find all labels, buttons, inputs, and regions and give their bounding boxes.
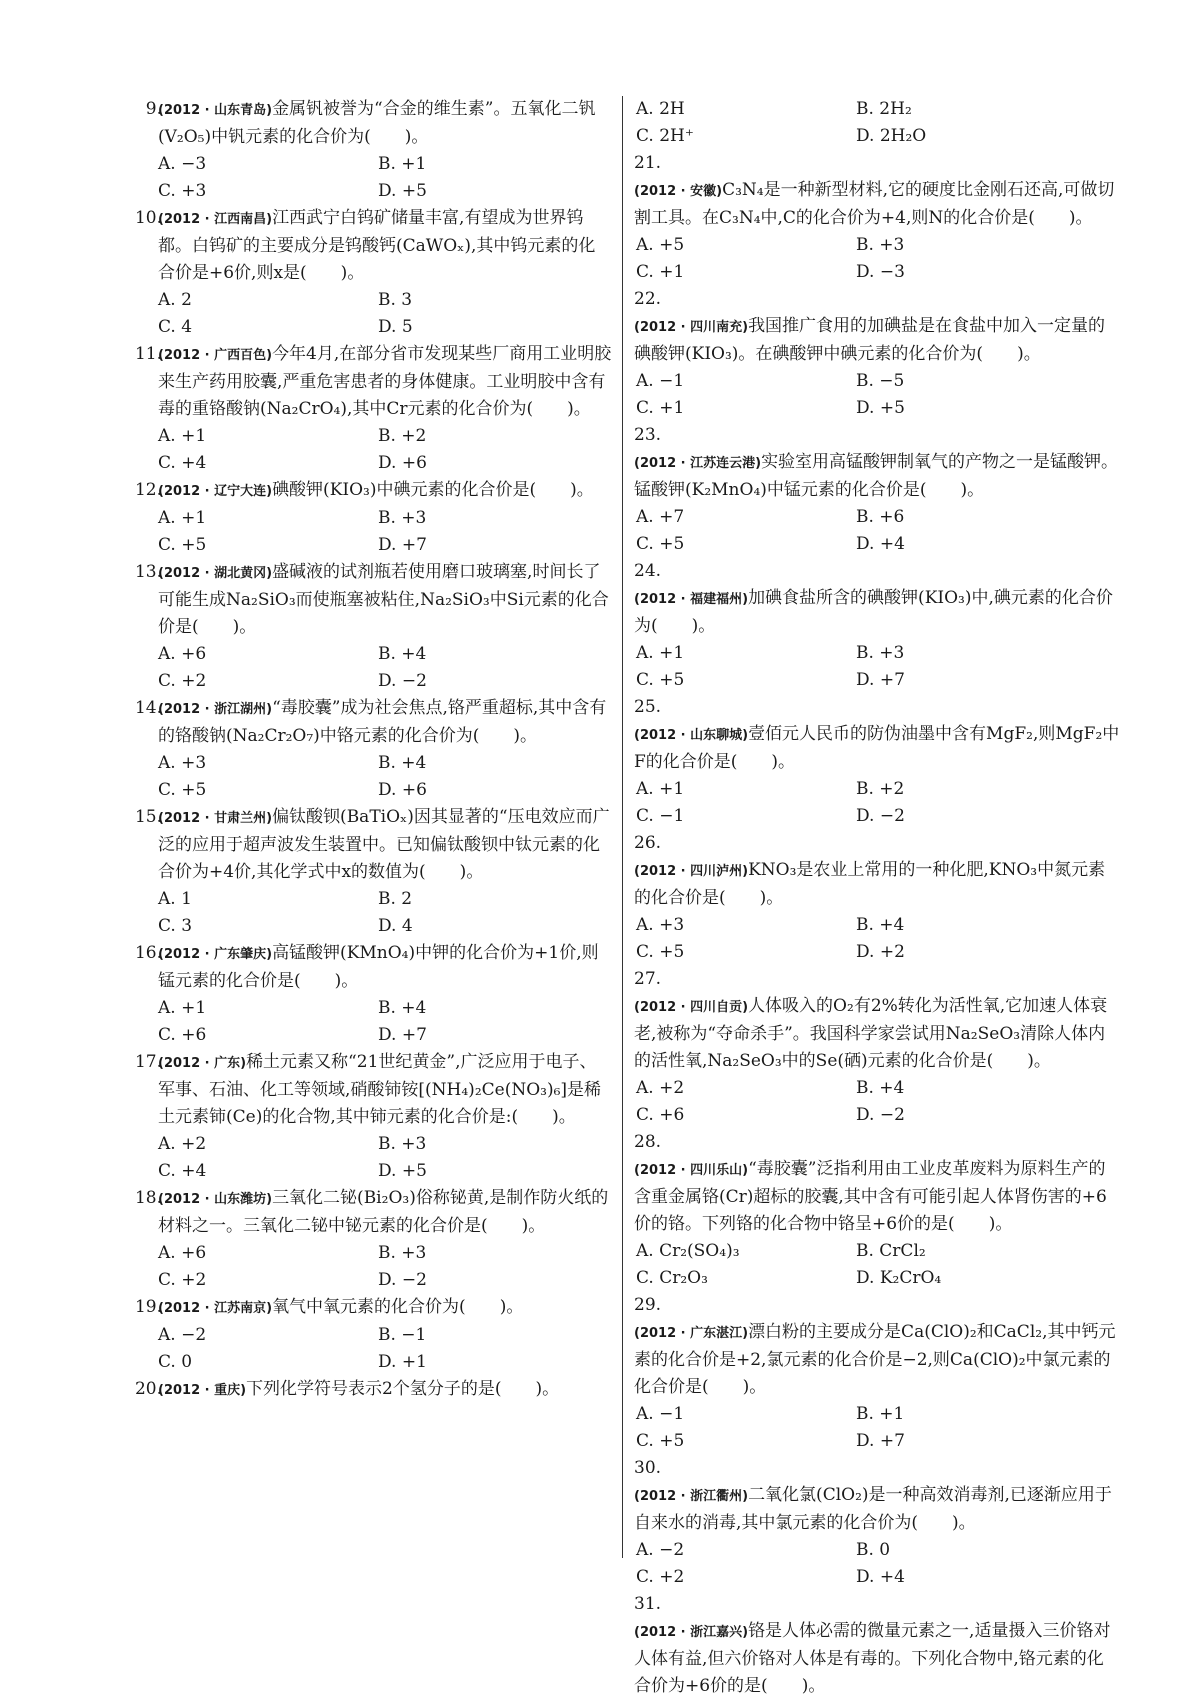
question-stem: 二氧化氯(ClO₂)是一种高效消毒剂,已逐渐应用于自来水的消毒,其中氯元素的化合价为( )。	[634, 1485, 1112, 1533]
question-number: 27.	[634, 969, 662, 989]
answer-options	[158, 505, 612, 559]
question-item	[634, 1455, 1120, 1591]
question-number: 12.	[134, 480, 162, 500]
question-item	[634, 96, 1120, 150]
question-item	[128, 559, 612, 695]
question-text	[158, 1376, 612, 1404]
question-stem: 碘酸钾(KIO₃)中碘元素的化合价是( )。	[272, 480, 594, 500]
answer-option: B. −5	[856, 371, 905, 391]
answer-option: B. +4	[378, 644, 427, 664]
question-text	[158, 1294, 612, 1322]
answer-option: D. +7	[378, 535, 427, 555]
question-stem: C₃N₄是一种新型材料,它的硬度比金刚石还高,可做切割工具。在C₃N₄中,C的化合价为+4,则N的化合价是( )。	[634, 180, 1115, 228]
answer-option: A. +5	[636, 235, 685, 255]
question-item	[128, 1049, 612, 1185]
answer-options	[636, 1075, 1120, 1129]
answer-option: D. +6	[378, 453, 427, 473]
question-number: 17.	[134, 1052, 162, 1072]
answer-option: A. +6	[158, 1243, 207, 1263]
question-text	[634, 1319, 1120, 1401]
answer-option: C. +2	[158, 1270, 207, 1290]
question-text	[158, 804, 612, 886]
answer-options	[636, 232, 1120, 286]
answer-option: D. +5	[378, 1161, 427, 1181]
question-source-tag: (2012 · 山东聊城)	[634, 728, 749, 743]
answer-options	[636, 776, 1120, 830]
right-column	[634, 96, 1120, 1700]
question-item	[128, 1376, 612, 1404]
answer-option: B. +4	[856, 1078, 905, 1098]
question-number: 28.	[634, 1132, 662, 1152]
answer-options	[636, 1401, 1120, 1455]
answer-option: D. +4	[856, 534, 905, 554]
question-number: 30.	[634, 1458, 662, 1478]
answer-option: B. +3	[378, 508, 427, 528]
answer-option: A. +1	[158, 508, 207, 528]
answer-option: A. 2H	[636, 99, 685, 119]
question-text	[158, 1049, 612, 1131]
question-text	[634, 1156, 1120, 1238]
answer-option: B. +4	[378, 753, 427, 773]
question-stem: 加碘食盐所含的碘酸钾(KIO₃)中,碘元素的化合价为( )。	[634, 588, 1113, 636]
question-item	[634, 1292, 1120, 1455]
answer-option: B. +3	[856, 643, 905, 663]
question-source-tag: (2012 · 山东潍坊)	[158, 1192, 273, 1207]
answer-option: C. +4	[158, 453, 207, 473]
question-item	[634, 966, 1120, 1129]
question-source-tag: (2012 · 四川乐山)	[634, 1163, 749, 1178]
question-text	[158, 205, 612, 287]
question-item	[128, 695, 612, 804]
answer-options	[636, 504, 1120, 558]
answer-option: A. +2	[158, 1134, 207, 1154]
question-source-tag: (2012 · 辽宁大连)	[158, 484, 273, 499]
question-stem: 铬是人体必需的微量元素之一,适量摄入三价铬对人体有益,但六价铬对人体是有毒的。下列化合物中,铬元素的化合价为+6价的是( )。	[634, 1621, 1111, 1696]
question-number: 9.	[145, 99, 162, 119]
answer-option: C. +4	[158, 1161, 207, 1181]
answer-option: A. +1	[636, 643, 685, 663]
question-number: 24.	[634, 561, 662, 581]
answer-option: A. +7	[636, 507, 685, 527]
answer-option: B. +1	[378, 154, 427, 174]
answer-option: B. +1	[856, 1404, 905, 1424]
answer-option: A. +1	[636, 779, 685, 799]
question-text	[634, 1618, 1120, 1700]
question-source-tag: (2012 · 浙江湖州)	[158, 702, 273, 717]
question-source-tag: (2012 · 山东青岛)	[158, 103, 273, 118]
question-item	[634, 694, 1120, 830]
answer-option: C. +5	[636, 942, 685, 962]
question-number: 22.	[634, 289, 662, 309]
question-source-tag: (2012 · 四川泸州)	[634, 864, 749, 879]
answer-option: D. +5	[856, 398, 905, 418]
question-text	[634, 993, 1120, 1075]
answer-option: C. +5	[636, 670, 685, 690]
answer-option: A. +3	[158, 753, 207, 773]
question-item	[634, 150, 1120, 286]
question-item	[128, 205, 612, 341]
question-item	[634, 286, 1120, 422]
answer-option: D. 5	[378, 317, 413, 337]
answer-option: B. 0	[856, 1540, 891, 1560]
answer-options	[158, 1322, 612, 1376]
answer-options	[636, 912, 1120, 966]
answer-option: D. +6	[378, 780, 427, 800]
column-divider	[622, 96, 623, 1558]
question-text	[634, 313, 1120, 368]
question-source-tag: (2012 · 江苏连云港)	[634, 456, 762, 471]
question-stem: 实验室用高锰酸钾制氧气的产物之一是锰酸钾。锰酸钾(K₂MnO₄)中锰元素的化合价是( )。	[634, 452, 1119, 500]
answer-option: C. +5	[158, 535, 207, 555]
answer-option: A. −2	[636, 1540, 685, 1560]
answer-option: A. 2	[158, 290, 192, 310]
question-item	[128, 96, 612, 205]
answer-option: A. −1	[636, 1404, 685, 1424]
question-stem: 今年4月,在部分省市发现某些厂商用工业明胶来生产药用胶囊,严重危害患者的身体健康。工业明胶中含有毒的重铬酸钠(Na₂CrO₄),其中Cr元素的化合价为( )。	[158, 344, 612, 419]
answer-option: C. +5	[158, 780, 207, 800]
question-number: 26.	[634, 833, 662, 853]
question-number: 25.	[634, 697, 662, 717]
answer-option: D. 2H₂O	[856, 126, 927, 146]
answer-option: B. +3	[378, 1243, 427, 1263]
question-text	[634, 449, 1120, 504]
question-number: 16.	[134, 943, 162, 963]
answer-option: D. +7	[378, 1025, 427, 1045]
answer-options	[636, 368, 1120, 422]
question-text	[634, 177, 1120, 232]
answer-option: D. +4	[856, 1567, 905, 1587]
answer-option: B. +2	[378, 426, 427, 446]
question-stem: 高锰酸钾(KMnO₄)中钾的化合价为+1价,则锰元素的化合价是( )。	[158, 943, 599, 991]
answer-option: C. 0	[158, 1352, 193, 1372]
answer-option: C. +3	[158, 181, 207, 201]
answer-options	[158, 750, 612, 804]
answer-option: B. +2	[856, 779, 905, 799]
question-source-tag: (2012 · 广东)	[158, 1056, 247, 1071]
question-text	[634, 1482, 1120, 1537]
answer-option: C. +1	[636, 262, 685, 282]
answer-option: A. Cr₂(SO₄)₃	[636, 1241, 740, 1261]
question-source-tag: (2012 · 重庆)	[158, 1383, 247, 1398]
question-source-tag: (2012 · 甘肃兰州)	[158, 811, 273, 826]
question-number: 14.	[134, 698, 162, 718]
answer-option: D. −2	[856, 1105, 905, 1125]
question-stem: 壹佰元人民币的防伪油墨中含有MgF₂,则MgF₂中F的化合价是( )。	[634, 724, 1120, 772]
question-source-tag: (2012 · 四川自贡)	[634, 1000, 749, 1015]
answer-option: A. +2	[636, 1078, 685, 1098]
answer-option: B. 2H₂	[856, 99, 912, 119]
question-item	[128, 940, 612, 1049]
answer-option: C. +1	[636, 398, 685, 418]
answer-option: D. −2	[378, 1270, 427, 1290]
question-number: 21.	[634, 153, 662, 173]
answer-option: C. −1	[636, 806, 685, 826]
answer-option: C. +6	[636, 1105, 685, 1125]
question-stem: 稀土元素又称“21世纪黄金”,广泛应用于电子、军事、石油、化工等领域,硝酸铈铵[(NH₄)₂Ce(NO₃)₆]是稀土元素铈(Ce)的化合物,其中铈元素的化合价是:( )。	[158, 1052, 602, 1127]
question-source-tag: (2012 · 福建福州)	[634, 592, 749, 607]
question-stem: 漂白粉的主要成分是Ca(ClO)₂和CaCl₂,其中钙元素的化合价是+2,氯元素的化合价是−2,则Ca(ClO)₂中氯元素的化合价是( )。	[634, 1322, 1116, 1397]
answer-option: D. +2	[856, 942, 905, 962]
question-item	[634, 558, 1120, 694]
answer-options	[158, 995, 612, 1049]
answer-option: B. −1	[378, 1325, 427, 1345]
answer-option: B. +4	[378, 998, 427, 1018]
question-number: 23.	[634, 425, 662, 445]
answer-option: B. +3	[856, 235, 905, 255]
question-stem: “毒胶囊”泛指利用由工业皮革废料为原料生产的含重金属铬(Cr)超标的胶囊,其中含有可能引起人体肾伤害的+6价的铬。下列铬的化合物中铬呈+6价的是( )。	[634, 1159, 1107, 1234]
answer-option: D. +7	[856, 1431, 905, 1451]
answer-option: D. +7	[856, 670, 905, 690]
question-source-tag: (2012 · 江苏南京)	[158, 1301, 273, 1316]
question-stem: 三氧化二铋(Bi₂O₃)俗称铋黄,是制作防火纸的材料之一。三氧化二铋中铋元素的化合价是( )。	[158, 1188, 609, 1236]
question-item	[128, 477, 612, 559]
answer-option: D. K₂CrO₄	[856, 1268, 942, 1288]
answer-option: C. +2	[158, 671, 207, 691]
question-text	[158, 1185, 612, 1240]
answer-option: B. +3	[378, 1134, 427, 1154]
question-number: 15.	[134, 807, 162, 827]
answer-options	[636, 1238, 1120, 1292]
answer-option: D. −2	[378, 671, 427, 691]
answer-option: C. Cr₂O₃	[636, 1268, 708, 1288]
answer-option: C. +2	[636, 1567, 685, 1587]
question-source-tag: (2012 · 江西南昌)	[158, 212, 273, 227]
answer-option: A. +6	[158, 644, 207, 664]
question-text	[158, 559, 612, 641]
question-text	[158, 695, 612, 750]
answer-option: A. −3	[158, 154, 207, 174]
answer-option: A. +1	[158, 426, 207, 446]
answer-option: B. +4	[856, 915, 905, 935]
question-item	[128, 1294, 612, 1376]
answer-options	[158, 423, 612, 477]
answer-option: B. 3	[378, 290, 413, 310]
question-source-tag: (2012 · 浙江嘉兴)	[634, 1625, 749, 1640]
left-column	[128, 96, 612, 1404]
answer-option: A. 1	[158, 889, 192, 909]
question-stem: 下列化学符号表示2个氢分子的是( )。	[246, 1379, 560, 1399]
question-item	[634, 1591, 1120, 1700]
answer-option: C. 3	[158, 916, 193, 936]
question-number: 19.	[134, 1297, 162, 1317]
question-number: 11.	[134, 344, 162, 364]
answer-options	[636, 96, 1120, 150]
answer-option: B. CrCl₂	[856, 1241, 926, 1261]
answer-option: D. −3	[856, 262, 905, 282]
question-number: 29.	[634, 1295, 662, 1315]
question-stem: KNO₃是农业上常用的一种化肥,KNO₃中氮元素的化合价是( )。	[634, 860, 1106, 908]
question-text	[158, 341, 612, 423]
answer-options	[158, 641, 612, 695]
question-number: 10.	[134, 208, 162, 228]
answer-option: D. −2	[856, 806, 905, 826]
question-stem: 人体吸入的O₂有2%转化为活性氧,它加速人体衰老,被称为“夺命杀手”。我国科学家尝试用Na₂SeO₃清除人体内的活性氧,Na₂SeO₃中的Se(硒)元素的化合价是( )。	[634, 996, 1108, 1071]
answer-option: D. +1	[378, 1352, 427, 1372]
question-text	[634, 585, 1120, 640]
question-text	[634, 721, 1120, 776]
question-source-tag: (2012 · 广东湛江)	[634, 1326, 749, 1341]
question-stem: “毒胶囊”成为社会焦点,铬严重超标,其中含有的铬酸钠(Na₂Cr₂O₇)中铬元素的化合价为( )。	[158, 698, 607, 746]
question-item	[634, 422, 1120, 558]
question-item	[634, 830, 1120, 966]
question-item	[128, 804, 612, 940]
answer-option: C. +5	[636, 534, 685, 554]
question-item	[128, 1185, 612, 1294]
answer-options	[158, 151, 612, 205]
answer-option: A. +1	[158, 998, 207, 1018]
answer-option: B. 2	[378, 889, 413, 909]
question-source-tag: (2012 · 浙江衢州)	[634, 1489, 749, 1504]
question-item	[634, 1129, 1120, 1292]
answer-option: A. −1	[636, 371, 685, 391]
answer-option: D. 4	[378, 916, 413, 936]
answer-options	[158, 287, 612, 341]
question-item	[128, 341, 612, 477]
question-stem: 偏钛酸钡(BaTiOₓ)因其显著的“压电效应而广泛的应用于超声波发生装置中。已知偏钛酸钡中钛元素的化合价为+4价,其化学式中x的数值为( )。	[158, 807, 610, 882]
question-source-tag: (2012 · 湖北黄冈)	[158, 566, 273, 581]
question-source-tag: (2012 · 广东肇庆)	[158, 947, 273, 962]
question-source-tag: (2012 · 四川南充)	[634, 320, 749, 335]
answer-option: C. +5	[636, 1431, 685, 1451]
answer-options	[158, 886, 612, 940]
question-source-tag: (2012 · 安徽)	[634, 184, 723, 199]
question-stem: 盛碱液的试剂瓶若使用磨口玻璃塞,时间长了可能生成Na₂SiO₃而使瓶塞被粘住,Na₂SiO₃中Si元素的化合价是( )。	[158, 562, 609, 637]
answer-options	[636, 1537, 1120, 1591]
answer-options	[158, 1131, 612, 1185]
question-text	[158, 96, 612, 151]
question-number: 13.	[134, 562, 162, 582]
answer-option: B. +6	[856, 507, 905, 527]
question-number: 18.	[134, 1188, 162, 1208]
question-number: 31.	[634, 1594, 662, 1614]
question-stem: 氧气中氧元素的化合价为( )。	[272, 1297, 524, 1317]
question-source-tag: (2012 · 广西百色)	[158, 348, 273, 363]
answer-options	[158, 1240, 612, 1294]
question-stem: 江西武宁白钨矿储量丰富,有望成为世界钨都。白钨矿的主要成分是钨酸钙(CaWOₓ),其中钨元素的化合价是+6价,则x是( )。	[158, 208, 596, 283]
question-number: 20.	[134, 1379, 162, 1399]
answer-options	[636, 640, 1120, 694]
answer-option: A. −2	[158, 1325, 207, 1345]
question-stem: 金属钒被誉为“合金的维生素”。五氧化二钒(V₂O₅)中钒元素的化合价为( )。	[158, 99, 596, 147]
question-stem: 我国推广食用的加碘盐是在食盐中加入一定量的碘酸钾(KIO₃)。在碘酸钾中碘元素的化合价为( )。	[634, 316, 1106, 364]
question-text	[634, 857, 1120, 912]
answer-option: A. +3	[636, 915, 685, 935]
answer-option: C. +6	[158, 1025, 207, 1045]
answer-option: D. +5	[378, 181, 427, 201]
question-text	[158, 477, 612, 505]
answer-option: C. 2H⁺	[636, 126, 694, 146]
answer-option: C. 4	[158, 317, 193, 337]
question-text	[158, 940, 612, 995]
